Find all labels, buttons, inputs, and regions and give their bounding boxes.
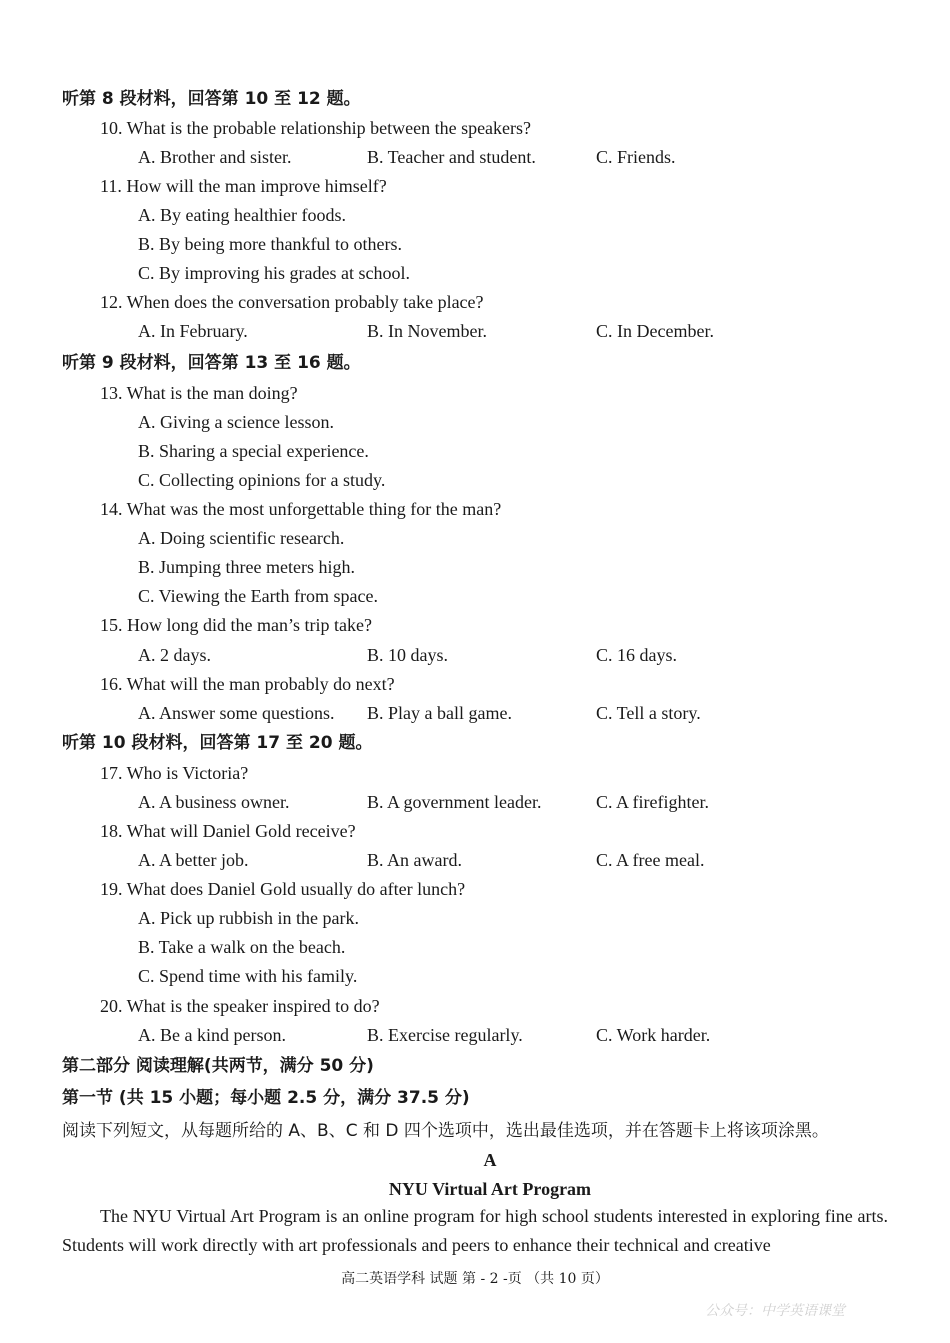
question-16: 16. What will the man probably do next? <box>100 674 395 694</box>
reading-instruction: 阅读下列短文，从每题所给的 A、B、C 和 D 四个选项中，选出最佳选项，并在答题卡上将该项涂黑。 <box>62 1121 829 1141</box>
question-20: 20. What is the speaker inspired to do? <box>100 996 380 1016</box>
q13-option-a: A. Giving a science lesson. <box>138 412 334 432</box>
q15-option-b: B. 10 days. <box>367 645 448 665</box>
q20-option-b: B. Exercise regularly. <box>367 1025 523 1045</box>
section-heading-part8: 听第 8 段材料，回答第 10 至 12 题。 <box>62 89 361 109</box>
q12-option-c: C. In December. <box>596 321 714 341</box>
passage-paragraph: The NYU Virtual Art Program is an online program for high school students interested in exploring fine arts. Students will work directly with art professionals and peers to enhance their technical and creative <box>62 1206 888 1255</box>
q15-option-c: C. 16 days. <box>596 645 677 665</box>
q18-option-b: B. An award. <box>367 850 462 870</box>
section-one-heading: 第一节 (共 15 小题；每小题 2.5 分，满分 37.5 分) <box>62 1088 470 1108</box>
q20-option-c: C. Work harder. <box>596 1025 711 1045</box>
part-two-heading: 第二部分 阅读理解(共两节，满分 50 分) <box>62 1056 374 1076</box>
q14-option-c: C. Viewing the Earth from space. <box>138 586 379 606</box>
passage-letter: A <box>483 1150 497 1170</box>
q20-option-a: A. Be a kind person. <box>138 1025 286 1045</box>
q19-option-c: C. Spend time with his family. <box>138 966 358 986</box>
q10-option-b: B. Teacher and student. <box>367 147 536 167</box>
question-17: 17. Who is Victoria? <box>100 763 249 783</box>
q19-option-a: A. Pick up rubbish in the park. <box>138 908 359 928</box>
q13-option-c: C. Collecting opinions for a study. <box>138 470 386 490</box>
q11-option-c: C. By improving his grades at school. <box>138 263 410 283</box>
section-heading-part10: 听第 10 段材料，回答第 17 至 20 题。 <box>62 733 373 753</box>
q19-option-b: B. Take a walk on the beach. <box>138 937 346 957</box>
q16-option-a: A. Answer some questions. <box>138 703 335 723</box>
question-15: 15. How long did the man’s trip take? <box>100 615 372 635</box>
q10-option-c: C. Friends. <box>596 147 676 167</box>
q14-option-b: B. Jumping three meters high. <box>138 557 355 577</box>
q17-option-c: C. A firefighter. <box>596 792 709 812</box>
q11-option-b: B. By being more thankful to others. <box>138 234 402 254</box>
q13-option-b: B. Sharing a special experience. <box>138 441 369 461</box>
passage-title: NYU Virtual Art Program <box>388 1179 592 1199</box>
question-10: 10. What is the probable relationship between the speakers? <box>100 118 532 138</box>
question-19: 19. What does Daniel Gold usually do after lunch? <box>100 879 466 899</box>
question-11: 11. How will the man improve himself? <box>100 176 387 196</box>
watermark-text: 公众号：中学英语课堂 <box>705 1303 845 1319</box>
page-footer: 高二英语学科 试题 第 - 2 -页 （共 10 页） <box>341 1271 609 1287</box>
q12-option-b: B. In November. <box>367 321 487 341</box>
question-13: 13. What is the man doing? <box>100 383 298 403</box>
q11-option-a: A. By eating healthier foods. <box>138 205 346 225</box>
q18-option-c: C. A free meal. <box>596 850 705 870</box>
question-18: 18. What will Daniel Gold receive? <box>100 821 356 841</box>
q17-option-a: A. A business owner. <box>138 792 290 812</box>
q12-option-a: A. In February. <box>138 321 248 341</box>
q15-option-a: A. 2 days. <box>138 645 211 665</box>
question-12: 12. When does the conversation probably take place? <box>100 292 484 312</box>
question-14: 14. What was the most unforgettable thing for the man? <box>100 499 502 519</box>
q16-option-c: C. Tell a story. <box>596 703 701 723</box>
q14-option-a: A. Doing scientific research. <box>138 528 345 548</box>
q18-option-a: A. A better job. <box>138 850 249 870</box>
q16-option-b: B. Play a ball game. <box>367 703 512 723</box>
q10-option-a: A. Brother and sister. <box>138 147 292 167</box>
section-heading-part9: 听第 9 段材料，回答第 13 至 16 题。 <box>62 353 361 373</box>
q17-option-b: B. A government leader. <box>367 792 542 812</box>
